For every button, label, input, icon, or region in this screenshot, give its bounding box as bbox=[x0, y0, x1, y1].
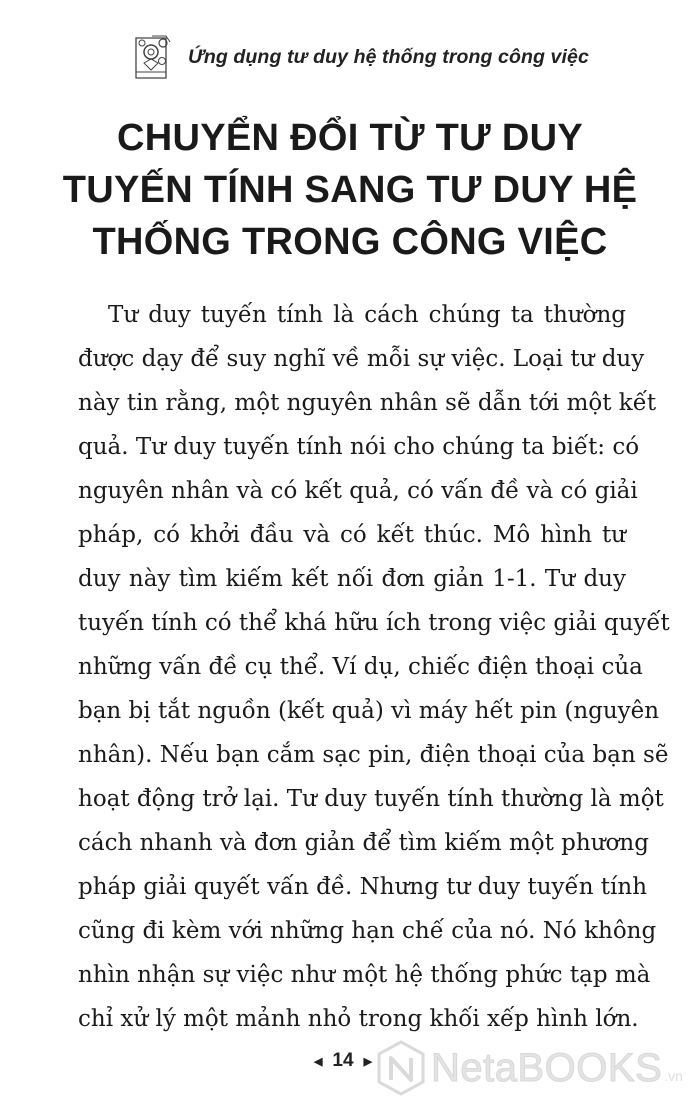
paragraph-line: bạn bị tắt nguồn (kết quả) vì máy hết pin (nguyên bbox=[78, 698, 660, 724]
paragraph-line: nguyên nhân và có kết quả, có vấn đề và có giải bbox=[78, 478, 638, 504]
running-header bbox=[132, 30, 589, 84]
paragraph-line: nhân). Nếu bạn cắm sạc pin, điện thoại của bạn sẽ bbox=[78, 742, 669, 768]
systems-thinking-icon bbox=[132, 32, 174, 82]
triangle-left-icon: ◀ bbox=[313, 1055, 323, 1068]
page-number: 14 bbox=[332, 1050, 354, 1071]
chapter-title-line: TUYẾN TÍNH SANG TƯ DUY HỆ bbox=[62, 169, 638, 211]
page-number-footer bbox=[308, 1046, 378, 1076]
paragraph-line: nhìn nhận sự việc như một hệ thống phức tạp mà bbox=[78, 962, 651, 988]
chapter-title-line: CHUYỂN ĐỔI TỪ TƯ DUY bbox=[117, 117, 583, 159]
watermark-brand: NetaBOOKS bbox=[431, 1045, 663, 1090]
paragraph-line: quả. Tư duy tuyến tính nói cho chúng ta biết: có bbox=[78, 434, 640, 460]
paragraph-line: được dạy để suy nghĩ về mỗi sự việc. Loại tư duy bbox=[78, 346, 645, 372]
paragraph-line: này tin rằng, một nguyên nhân sẽ dẫn tới một kết bbox=[78, 390, 657, 416]
watermark bbox=[377, 1038, 697, 1098]
watermark-suffix: .vn bbox=[664, 1068, 683, 1084]
triangle-right-icon: ▶ bbox=[363, 1055, 373, 1068]
chapter-title bbox=[40, 112, 660, 268]
paragraph-line: tuyến tính có thể khá hữu ích trong việc giải quyết bbox=[78, 610, 670, 636]
paragraph-line: những vấn đề cụ thể. Ví dụ, chiếc điện thoại của bbox=[78, 654, 643, 680]
paragraph-line: cũng đi kèm với những hạn chế của nó. Nó không bbox=[78, 918, 657, 944]
paragraph-line: pháp, có khởi đầu và có kết thúc. Mô hình tư bbox=[78, 522, 626, 548]
running-header-title: Ứng dụng tư duy hệ thống trong công việc bbox=[188, 45, 589, 68]
paragraph-line: duy này tìm kiếm kết nối đơn giản 1-1. Tư duy bbox=[78, 566, 626, 592]
chapter-title-line: THỐNG TRONG CÔNG VIỆC bbox=[92, 221, 608, 263]
body-paragraph bbox=[78, 293, 670, 1041]
netabooks-logo-icon bbox=[377, 1040, 425, 1096]
paragraph-line: chỉ xử lý một mảnh nhỏ trong khối xếp hình lớn. bbox=[78, 1006, 639, 1032]
paragraph-line: pháp giải quyết vấn đề. Nhưng tư duy tuyến tính bbox=[78, 874, 648, 900]
paragraph-line: hoạt động trở lại. Tư duy tuyến tính thường là một bbox=[78, 786, 664, 812]
paragraph-line: Tư duy tuyến tính là cách chúng ta thường bbox=[108, 302, 626, 328]
paragraph-line: cách nhanh và đơn giản để tìm kiếm một phương bbox=[78, 830, 649, 856]
